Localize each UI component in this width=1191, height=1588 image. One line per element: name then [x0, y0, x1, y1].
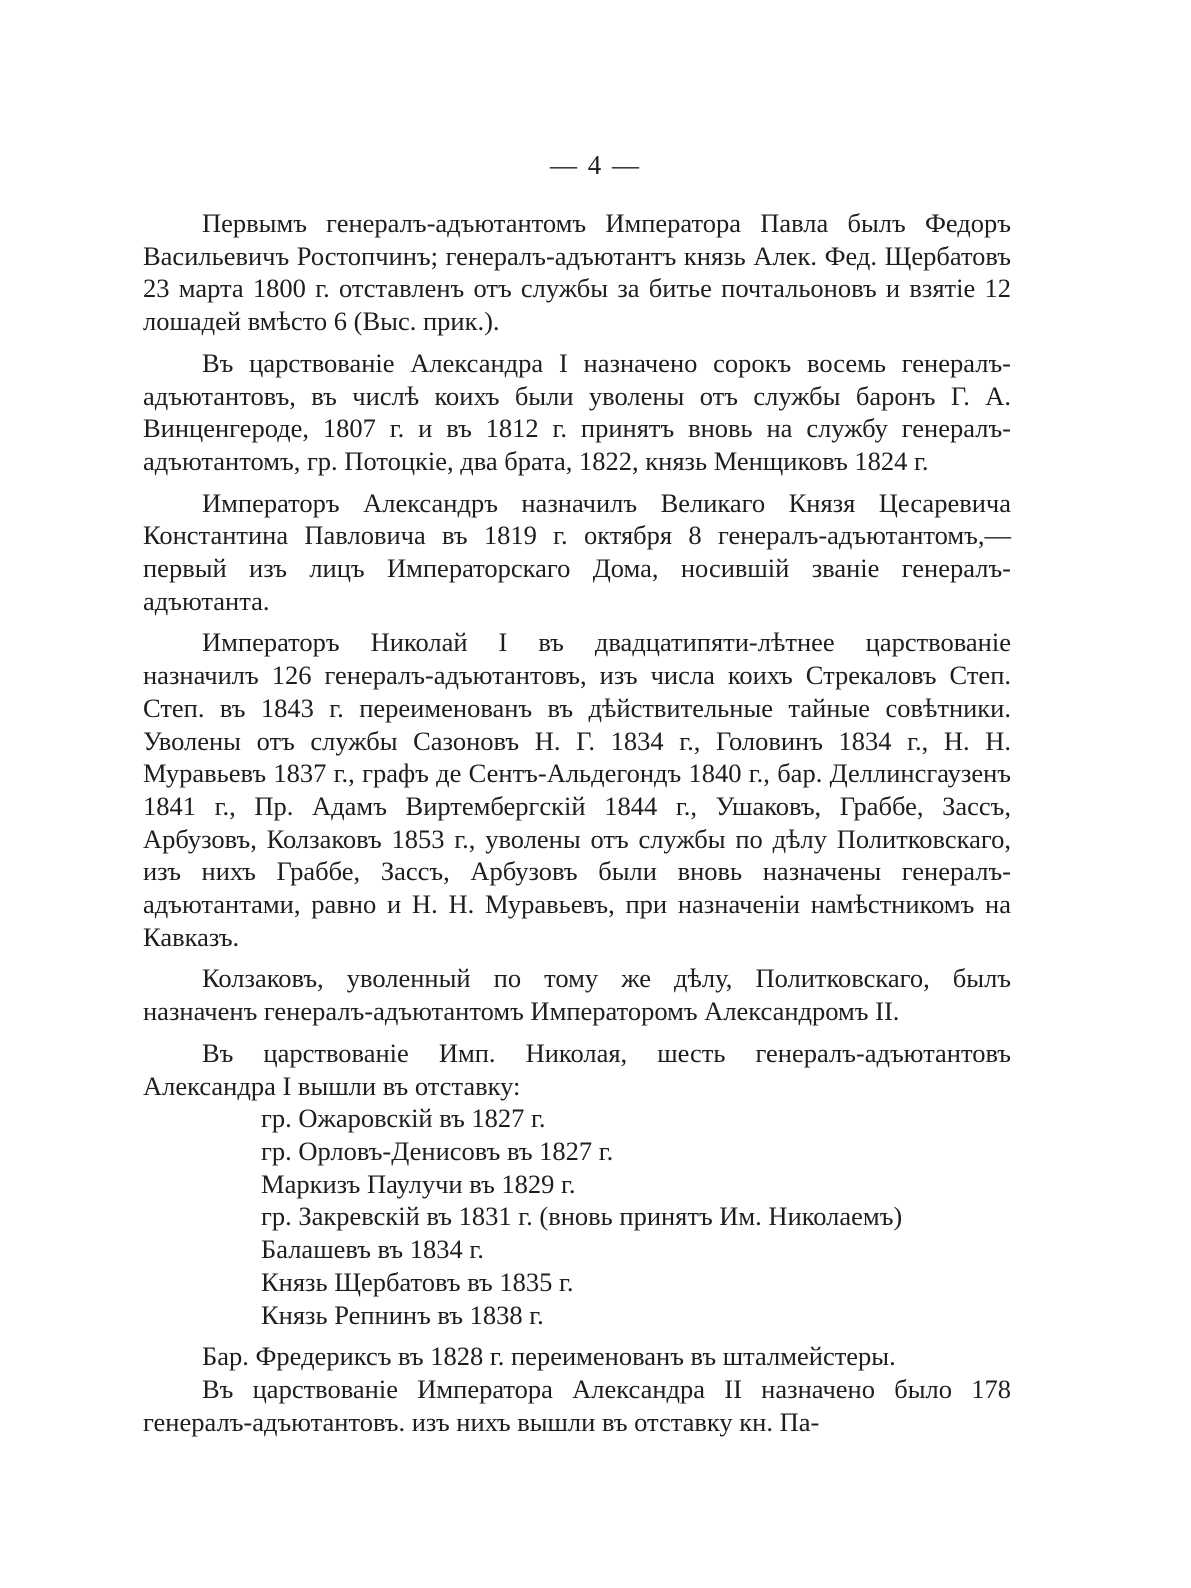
- paragraph-nicholas-i: Императоръ Николай I въ двадцатипяти-лѣтнее царствованіе назначилъ 126 генералъ-адъютантовъ, изъ числа коихъ Стрекаловъ Степ. Степ. въ 1843 г. переименованъ въ дѣйствительные тайные совѣтники. Уволены отъ службы Сазоновъ Н. Г. 1834 г., Головинъ 1834 г., Н. Н. Муравьевъ 1837 г., графъ де Сентъ-Альдегондъ 1840 г., бар. Деллинсгаузенъ 1841 г., Пр. Адамъ Виртембергскій 1844 г., Ушаковъ, Граббе, Зассъ, Арбузовъ, Колзаковъ 1853 г., уволены отъ службы по дѣлу Политковскаго, изъ нихъ Граббе, Зассъ, Арбузовъ были вновь назначены генералъ-адъютантами, равно и Н. Н. Муравьевъ, при назначеніи намѣстникомъ на Кавказъ.: [143, 627, 1011, 952]
- list-item: Князь Репнинъ въ 1838 г.: [261, 1299, 544, 1330]
- list-item: гр. Закревскій въ 1831 г. (вновь принятъ Им. Николаемъ): [261, 1201, 903, 1232]
- paragraph-konstantin: Императоръ Александръ назначилъ Великаго Князя Цесаревича Константина Павловича въ 1819 г. октября 8 генералъ-адъютантомъ,—первый изъ лицъ Императорскаго Дома, носившій званіе генералъ-адъютанта.: [143, 487, 1011, 616]
- paragraph-kolzakov: Колзаковъ, уволенный по тому же дѣлу, Политковскаго, былъ назначенъ генералъ-адъютантомъ Императоромъ Александромъ II.: [143, 963, 1011, 1027]
- paragraph-frederiks: Бар. Фредериксъ въ 1828 г. переименованъ въ шталмейстеры.: [202, 1341, 896, 1372]
- list-item: Князь Щербатовъ въ 1835 г.: [261, 1266, 574, 1297]
- list-item: Балашевъ въ 1834 г.: [261, 1234, 484, 1265]
- list-item: Маркизъ Паулучи въ 1829 г.: [261, 1168, 576, 1199]
- retirees-list: [143, 1102, 1011, 1331]
- page-number: — 4 —: [550, 150, 641, 180]
- list-item: гр. Ожаровскій въ 1827 г.: [261, 1103, 546, 1134]
- list-item: гр. Орловъ-Денисовъ въ 1827 г.: [261, 1135, 614, 1166]
- paragraph-rostopchin: Первымъ генералъ-адъютантомъ Императора Павла былъ Федоръ Васильевичъ Ростопчинъ; генералъ-адъютантъ князь Алек. Фед. Щербатовъ 23 марта 1800 г. отставленъ отъ службы за битье почтальоновъ и взятіе 12 лошадей вмѣсто 6 (Выс. прик.).: [143, 208, 1011, 337]
- body-text: [143, 207, 1011, 1447]
- paragraph-alexander-ii: Въ царствованіе Императора Александра II назначено было 178 генералъ-адъютантовъ. изъ нихъ вышли въ отставку кн. Па-: [143, 1373, 1011, 1437]
- paragraph-retirements-intro: Въ царствованіе Имп. Николая, шесть генералъ-адъютантовъ Александра I вышли въ отставку:: [143, 1037, 1011, 1101]
- paragraph-alexander-i: Въ царствованіе Александра I назначено сорокъ восемь генералъ-адъютантовъ, въ числѣ коихъ были уволены отъ службы баронъ Г. А. Винценгероде, 1807 г. и въ 1812 г. принятъ вновь на службу генералъ-адъютантомъ, гр. Потоцкіе, два брата, 1822, князь Менщиковъ 1824 г.: [143, 347, 1011, 476]
